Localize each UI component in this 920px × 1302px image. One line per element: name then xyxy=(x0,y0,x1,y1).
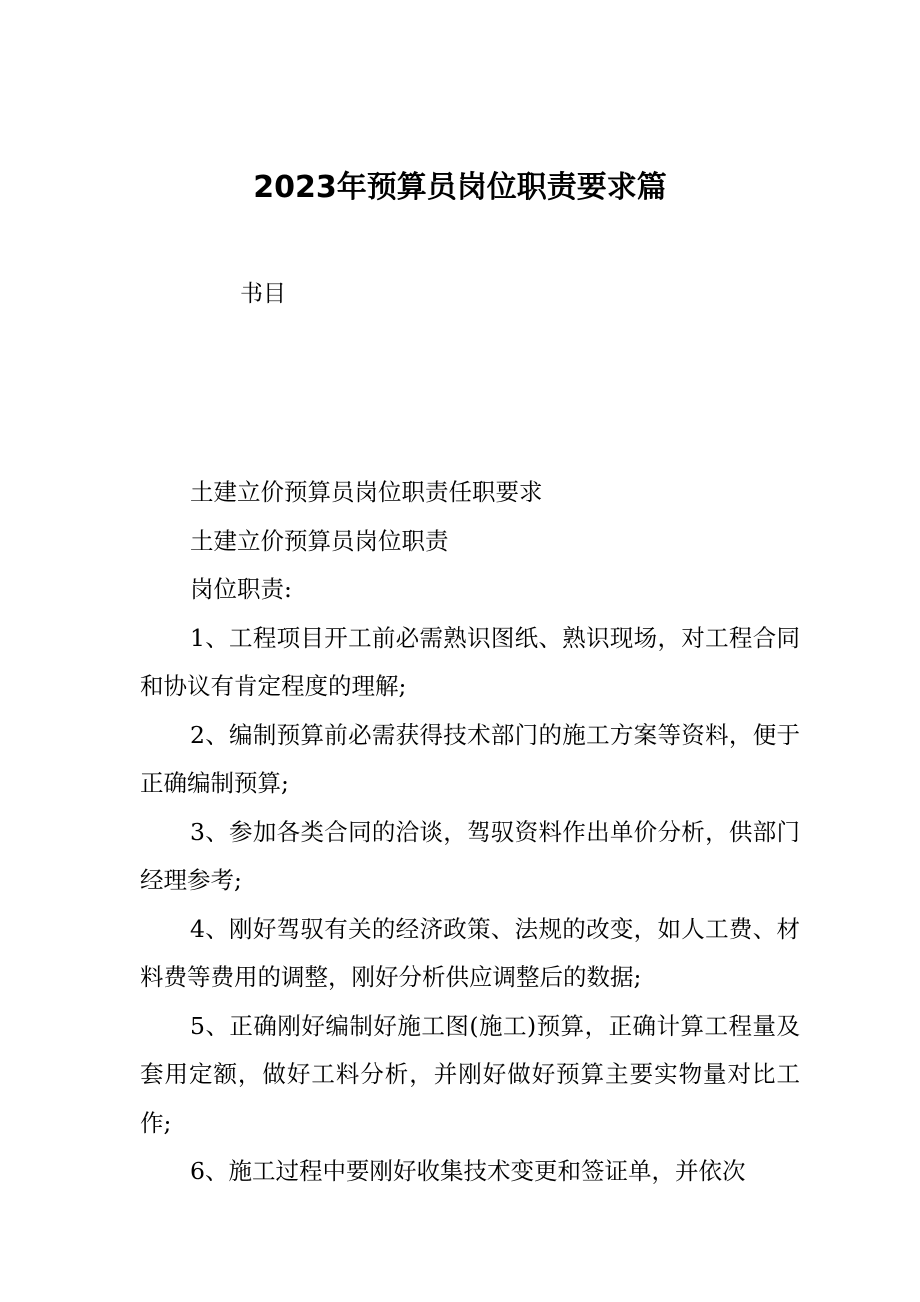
paragraph-section-heading: 土建立价预算员岗位职责任职要求 xyxy=(190,478,543,506)
paragraph-subheading: 土建立价预算员岗位职责 xyxy=(190,526,449,555)
paragraph-duty-4: 4、刚好驾驭有关的经济政策、法规的改变，如人工费、材料费等费用的调整，刚好分析供应调整后的数据; xyxy=(140,914,800,991)
paragraph-duty-6: 6、施工过程中要刚好收集技术变更和签证单，并依次 xyxy=(190,1157,746,1185)
paragraph-duty-2: 2、编制预算前必需获得技术部门的施工方案等资料，便于正确编制预算; xyxy=(140,720,800,797)
document-body xyxy=(140,468,800,1196)
paragraph-duties-label: 岗位职责: xyxy=(190,575,292,603)
paragraph-duty-5: 5、正确刚好编制好施工图(施工)预算，正确计算工程量及套用定额，做好工料分析，并刚好做好预算主要实物量对比工作; xyxy=(140,1011,800,1137)
document-title: 2023年预算员岗位职责要求篇 xyxy=(253,170,667,206)
toc-label: 书目 xyxy=(240,281,286,307)
paragraph-duty-1: 1、工程项目开工前必需熟识图纸、熟识现场，对工程合同和协议有肯定程度的理解; xyxy=(140,623,800,700)
paragraph-duty-3: 3、参加各类合同的洽谈，驾驭资料作出单价分析，供部门经理参考; xyxy=(140,817,800,894)
